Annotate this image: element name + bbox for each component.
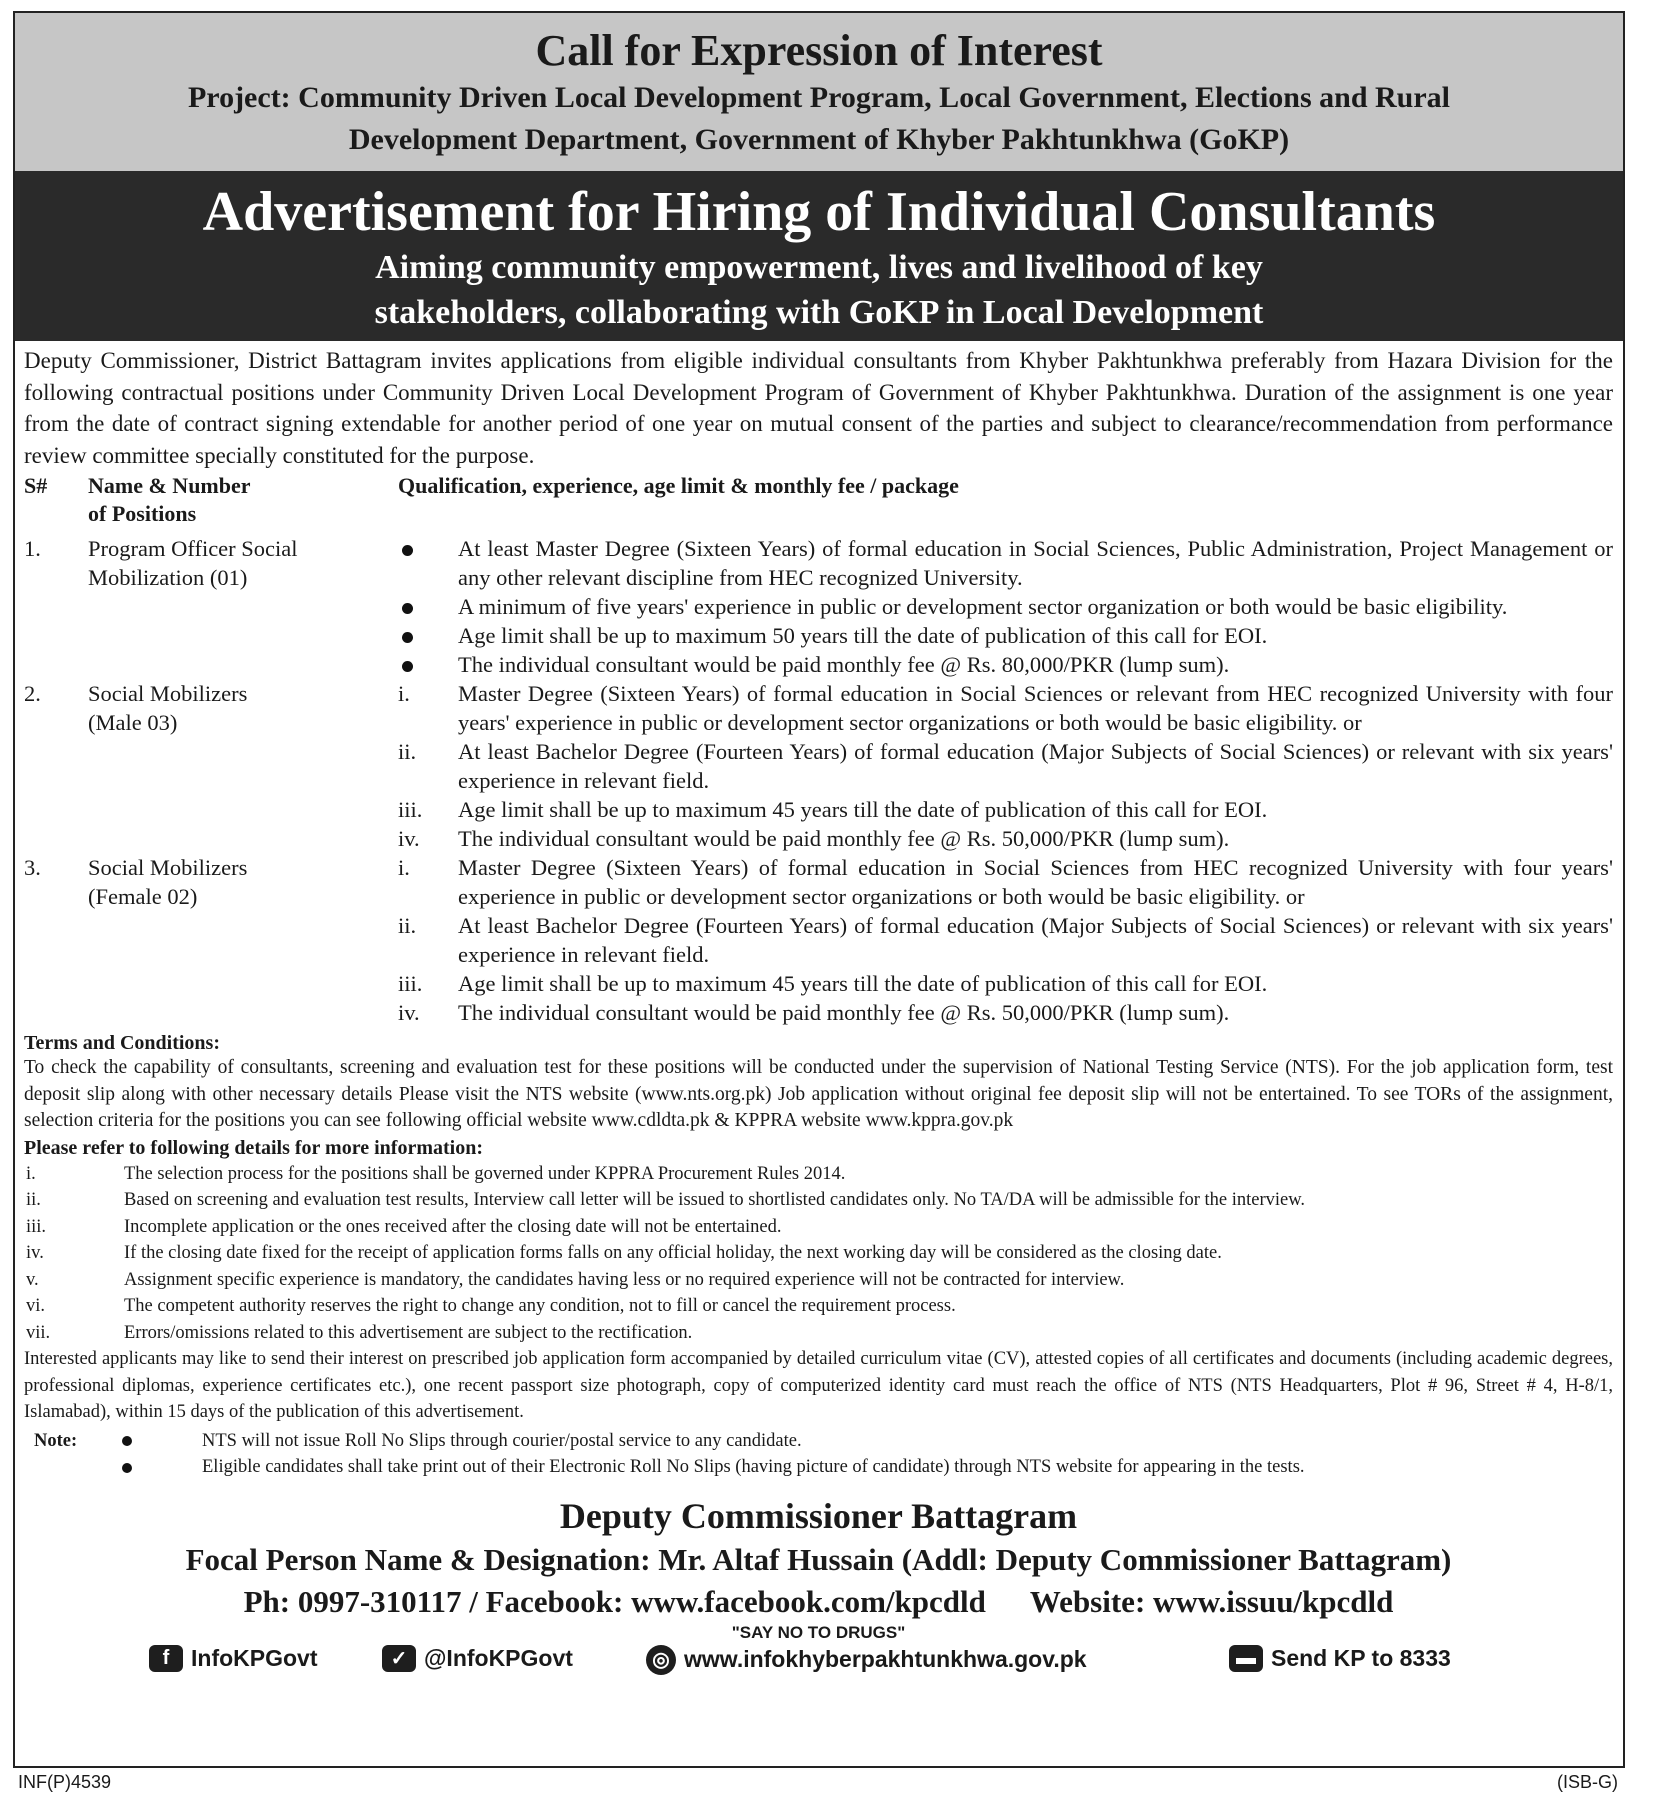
twitter-handle [382, 1645, 573, 1672]
criteria-marker: i. [398, 855, 410, 880]
bullet-icon [398, 650, 458, 679]
list-item-text: Errors/omissions related to this advertisement are subject to the rectification. [124, 1322, 693, 1343]
office-name: Deputy Commissioner Battagram [559, 1495, 1078, 1536]
criteria-text: The individual consultant would be paid monthly fee @ Rs. 50,000/PKR (lump sum). [458, 826, 1230, 851]
criteria-item [398, 998, 1613, 1027]
criteria-list [398, 534, 1613, 679]
position-row [24, 534, 1613, 679]
position-name [88, 534, 398, 679]
list-item-number: vii. [26, 1322, 51, 1343]
position-name [88, 679, 398, 853]
banner [15, 171, 1623, 341]
bullet-icon [398, 534, 458, 592]
terms-text: To check the capability of consultants, screening and evaluation test for these positions will be conducted under the supervision of National Testing Service (NTS). For the job application form, test deposit slip along with other necessary details Please visit the NTS website (www.nts.org.pk) Job application without original fee deposit slip will not be entertained. To see TORs of the assignment, selection criteria for the positions you can see following official website www.cdldta.pk & KPPRA website www.kppra.gov.pk [24, 1057, 1613, 1131]
position-name-line-1: Social Mobilizers [88, 855, 248, 880]
criteria-text: At least Bachelor Degree (Fourteen Years) of formal education (Major Subjects of Social Sciences) or relevant with six years' experience in relevant field. [458, 913, 1613, 967]
header-name-line-2: of Positions [88, 501, 197, 526]
position-sn: 3. [24, 855, 41, 880]
criteria-text: Age limit shall be up to maximum 45 years till the date of publication of this call for EOI. [458, 797, 1268, 822]
list-item [24, 1267, 1613, 1294]
globe-icon: ◎ [646, 1645, 676, 1675]
criteria-text: Age limit shall be up to maximum 45 years till the date of publication of this call for EOI. [458, 971, 1268, 996]
list-item [24, 1240, 1613, 1267]
web-text: www.infokhyberpakhtunkhwa.gov.pk [684, 1646, 1087, 1672]
note-text: NTS will not issue Roll No Slips through courier/postal service to any candidate. [202, 1430, 802, 1451]
criteria-item [398, 592, 1613, 621]
refer-title: Please refer to following details for more information: [24, 1136, 483, 1159]
facebook-text: InfoKPGovt [191, 1644, 318, 1671]
positions-table-header [24, 472, 1613, 528]
criteria-text: At least Bachelor Degree (Fourteen Years) of formal education (Major Subjects of Social Sciences) or relevant with six years' experience in relevant field. [458, 739, 1613, 793]
banner-title: Advertisement for Hiring of Individual Consultants [202, 181, 1436, 243]
position-name-line-1: Program Officer Social [88, 536, 298, 561]
list-item-text: If the closing date fixed for the receipt of application forms falls on any official holiday, the next working day will be considered as the closing date. [124, 1243, 1222, 1263]
criteria-marker: ii. [398, 739, 417, 764]
header-section [15, 13, 1623, 171]
facebook-handle [149, 1645, 318, 1672]
intro-paragraph: Deputy Commissioner, District Battagram invites applications from eligible individual consultants from Khyber Pakhtunkhwa preferably from Hazara Division for the following contractual positions under Community Driven Local Development Program of Government of Khyber Pakhtunkhwa. Duration of the assignment is one year from the date of contract signing extendable for another period of one year on mutual consent of the parties and subject to clearance/recommendation from performance review committee specially constituted for the purpose. [24, 348, 1613, 468]
list-item-number: i. [26, 1163, 36, 1184]
criteria-item [398, 534, 1613, 592]
list-item [24, 1214, 1613, 1241]
footer-code-left: INF(P)4539 [18, 1772, 112, 1792]
list-item-text: Assignment specific experience is mandatory, the candidates having less or no required experience will not be contracted for interview. [124, 1269, 1125, 1290]
criteria-marker: i. [398, 681, 410, 706]
list-item-text: The selection process for the positions shall be governed under KPPRA Procurement Rules 2014. [124, 1163, 846, 1184]
note-text: Eligible candidates shall take print out of their Electronic Roll No Slips (having picture of candidate) through NTS website for appearing in the tests. [202, 1457, 1305, 1477]
sms-text: Send KP to 8333 [1271, 1644, 1451, 1671]
list-item-text: The competent authority reserves the right to change any condition, not to fill or cancel the requirement process. [124, 1296, 956, 1316]
focal-person: Focal Person Name & Designation: Mr. Altaf Hussain (Addl: Deputy Commissioner Battagram) [185, 1541, 1452, 1577]
criteria-text: A minimum of five years' experience in public or development sector organization or both would be basic eligibility. [458, 594, 1508, 619]
position-row [24, 679, 1613, 853]
header-sn: S# [24, 473, 48, 498]
list-item [24, 1187, 1613, 1214]
web-address [646, 1645, 1087, 1675]
list-item [24, 1161, 1613, 1188]
position-name-line-1: Social Mobilizers [88, 681, 248, 706]
page-title: Call for Expression of Interest [535, 26, 1103, 75]
message-icon: ▬ [1229, 1645, 1263, 1672]
terms-title: Terms and Conditions: [24, 1032, 220, 1054]
criteria-text: Master Degree (Sixteen Years) of formal education in Social Sciences or relevant from HEC recognized University with four years' experience in public or development sector organizations or both would be basic eligibility. or [458, 681, 1613, 735]
twitter-text: @InfoKPGovt [424, 1644, 573, 1671]
body-content [15, 345, 1623, 1685]
position-row [24, 853, 1613, 1027]
position-name [88, 853, 398, 1027]
criteria-marker: iv. [398, 1000, 420, 1025]
advertisement-frame [13, 11, 1625, 1768]
footer-code-right: (ISB-G) [1557, 1772, 1618, 1792]
criteria-text: Age limit shall be up to maximum 50 years till the date of publication of this call for EOI. [458, 623, 1268, 648]
list-item [24, 1320, 1613, 1347]
sms-info [1229, 1645, 1451, 1672]
bullet-icon [398, 592, 458, 621]
list-item-text: Incomplete application or the ones received after the closing date will not be entertained. [124, 1216, 782, 1237]
header-qualification: Qualification, experience, age limit & monthly fee / package [398, 473, 959, 498]
position-name-line-2: Mobilization (01) [88, 565, 248, 590]
list-item-number: iv. [26, 1243, 44, 1263]
note-list [122, 1428, 1305, 1481]
interested-paragraph: Interested applicants may like to send their interest on prescribed job application form accompanied by detailed curriculum vitae (CV), attested copies of all certificates and documents (including academic degrees, professional diplomas, experience certificates etc.), one recent passport size photograph, copy of computerized identity card must reach the office of NTS (NTS Headquarters, Plot # 96, Street # 4, H-8/1, Islamabad), within 15 days of the publication of this advertisement. [24, 1349, 1613, 1422]
list-item-number: vi. [26, 1296, 46, 1316]
list-item-number: v. [26, 1269, 39, 1290]
bullet-icon [122, 1454, 202, 1481]
note-section [24, 1428, 1613, 1481]
criteria-marker: iii. [398, 797, 423, 822]
criteria-item [398, 650, 1613, 679]
criteria-item [398, 969, 1613, 998]
list-item [24, 1293, 1613, 1320]
criteria-item [398, 737, 1613, 795]
twitter-icon: ✓ [382, 1645, 416, 1672]
phone-facebook: Ph: 0997-310117 / Facebook: www.facebook.com/kpcdld [243, 1583, 986, 1619]
banner-subtitle-1: Aiming community empowerment, lives and livelihood of key [375, 249, 1263, 286]
list-item-text: Based on screening and evaluation test results, Interview call letter will be issued to shortlisted candidates only. No TA/DA will be admissible for the interview. [124, 1190, 1306, 1210]
criteria-item [398, 853, 1613, 911]
criteria-marker: iii. [398, 971, 423, 996]
criteria-item [398, 621, 1613, 650]
banner-subtitle-2: stakeholders, collaborating with GoKP in Local Development [374, 294, 1264, 331]
criteria-item [398, 911, 1613, 969]
header-name-line-1: Name & Number [88, 473, 251, 498]
criteria-item [398, 795, 1613, 824]
position-sn: 1. [24, 536, 41, 561]
bullet-icon [398, 621, 458, 650]
position-name-line-2: (Female 02) [88, 884, 198, 909]
header-name [88, 472, 398, 528]
criteria-text: The individual consultant would be paid monthly fee @ Rs. 80,000/PKR (lump sum). [458, 652, 1230, 677]
criteria-item [398, 679, 1613, 737]
criteria-text: The individual consultant would be paid monthly fee @ Rs. 50,000/PKR (lump sum). [458, 1000, 1230, 1025]
list-item-number: ii. [26, 1190, 41, 1210]
note-item [122, 1454, 1305, 1481]
bullet-icon [122, 1428, 202, 1455]
facebook-icon: f [149, 1645, 183, 1672]
criteria-list [398, 679, 1613, 853]
list-item-number: iii. [26, 1216, 47, 1237]
refer-list [24, 1161, 1613, 1347]
note-label: Note: [34, 1430, 78, 1451]
criteria-item [398, 824, 1613, 853]
criteria-marker: ii. [398, 913, 417, 938]
slogan: "SAY NO TO DRUGS" [731, 1622, 906, 1642]
project-line-2: Development Department, Government of Khyber Pakhtunkhwa (GoKP) [348, 123, 1290, 156]
website: Website: www.issuu/kpcdld [1029, 1583, 1394, 1619]
criteria-list [398, 853, 1613, 1027]
position-sn: 2. [24, 681, 41, 706]
project-line-1: Project: Community Driven Local Development Program, Local Government, Elections and Rural [187, 81, 1451, 114]
info-strip [24, 1623, 1613, 1685]
position-name-line-2: (Male 03) [88, 710, 178, 735]
contact-line [24, 1581, 1613, 1623]
criteria-text: Master Degree (Sixteen Years) of formal education in Social Sciences from HEC recognized University with four years' experience in public or development sector organizations or both would be basic eligibility. or [458, 855, 1613, 909]
criteria-marker: iv. [398, 826, 420, 851]
note-item [122, 1428, 1305, 1455]
signature-block [24, 1493, 1613, 1623]
criteria-text: At least Master Degree (Sixteen Years) of formal education in Social Sciences, Public Administration, Project Management or any other relevant discipline from HEC recognized University. [458, 536, 1613, 590]
